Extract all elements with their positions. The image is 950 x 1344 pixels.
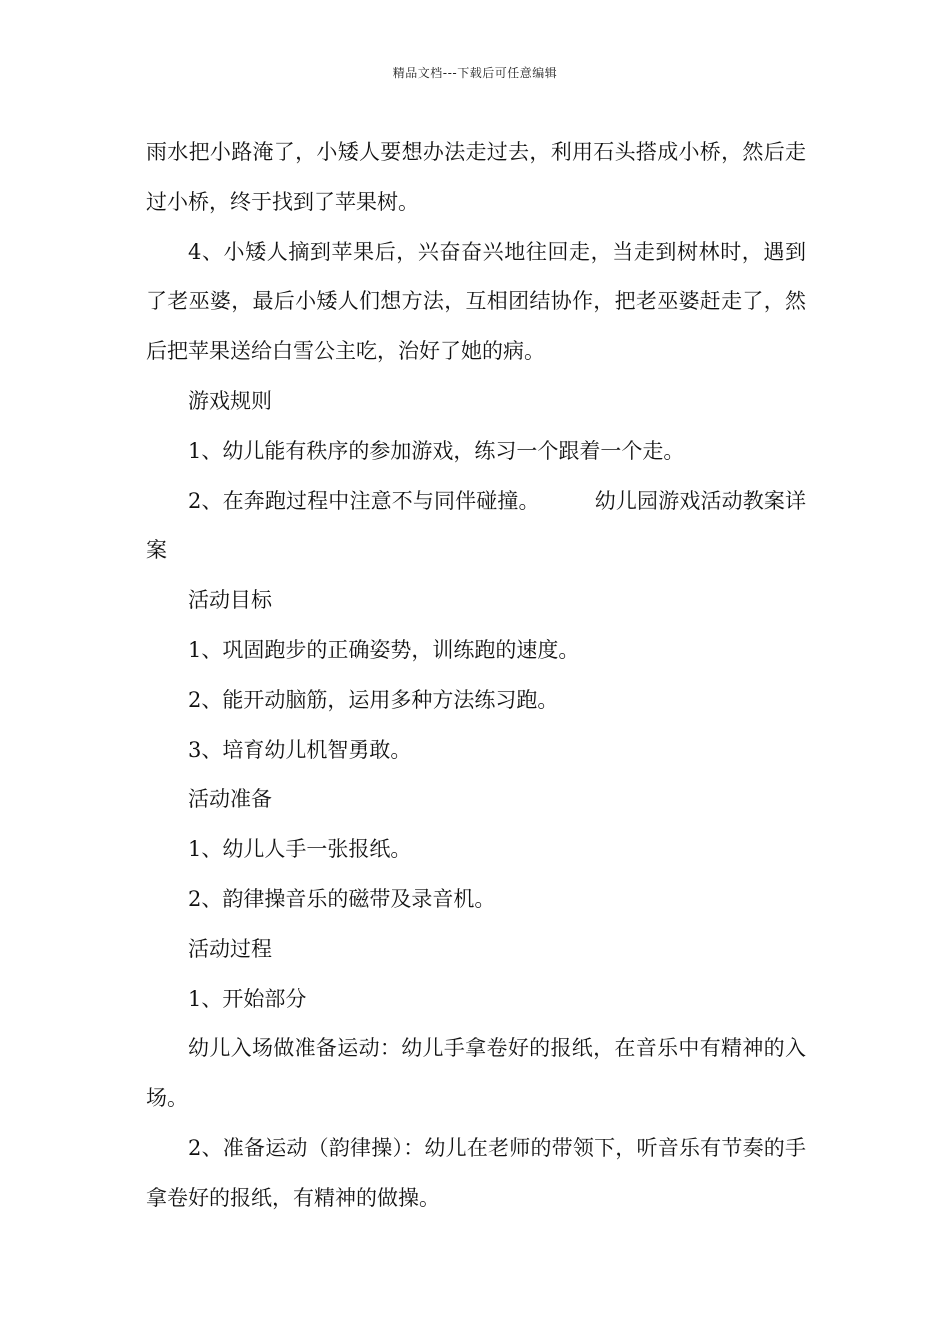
document-body bbox=[146, 128, 806, 1224]
paragraph: 2、能开动脑筋，运用多种方法练习跑。 bbox=[188, 687, 559, 712]
section-heading: 活动准备 bbox=[188, 787, 272, 812]
paragraph: 1、巩固跑步的正确姿势，训练跑的速度。 bbox=[188, 637, 580, 662]
paragraph: 2、准备运动（韵律操）：幼儿在老师的带领下，听音乐有节奏的手拿卷好的报纸，有精神的做操。 bbox=[146, 1135, 806, 1210]
section-heading: 游戏规则 bbox=[188, 388, 272, 413]
document-title-inline: 幼儿园游戏活动教案详案 bbox=[146, 488, 807, 563]
paragraph: 2、韵律操音乐的磁带及录音机。 bbox=[188, 886, 496, 911]
paragraph: 4、小矮人摘到苹果后，兴奋奋兴地往回走，当走到树林时，遇到了老巫婆，最后小矮人们想方法，互相团结协作，把老巫婆赶走了，然后把苹果送给白雪公主吃，治好了她的病。 bbox=[146, 239, 806, 364]
paragraph: 1、开始部分 bbox=[188, 986, 307, 1011]
paragraph: 3、培育幼儿机智勇敢。 bbox=[188, 737, 412, 762]
paragraph bbox=[146, 477, 806, 577]
paragraph: 1、幼儿人手一张报纸。 bbox=[188, 837, 412, 862]
paragraph: 1、幼儿能有秩序的参加游戏，练习一个跟着一个走。 bbox=[188, 438, 685, 463]
paragraph-text: 2、在奔跑过程中注意不与同伴碰撞。 bbox=[188, 488, 540, 513]
page-header: 精品文档---下载后可任意编辑 bbox=[392, 66, 558, 80]
paragraph: 雨水把小路淹了，小矮人要想办法走过去，利用石头搭成小桥，然后走过小桥，终于找到了苹果树。 bbox=[146, 140, 806, 214]
section-heading: 活动过程 bbox=[188, 936, 272, 961]
section-heading: 活动目标 bbox=[188, 588, 272, 613]
paragraph: 幼儿入场做准备运动：幼儿手拿卷好的报纸，在音乐中有精神的入场。 bbox=[146, 1036, 806, 1111]
